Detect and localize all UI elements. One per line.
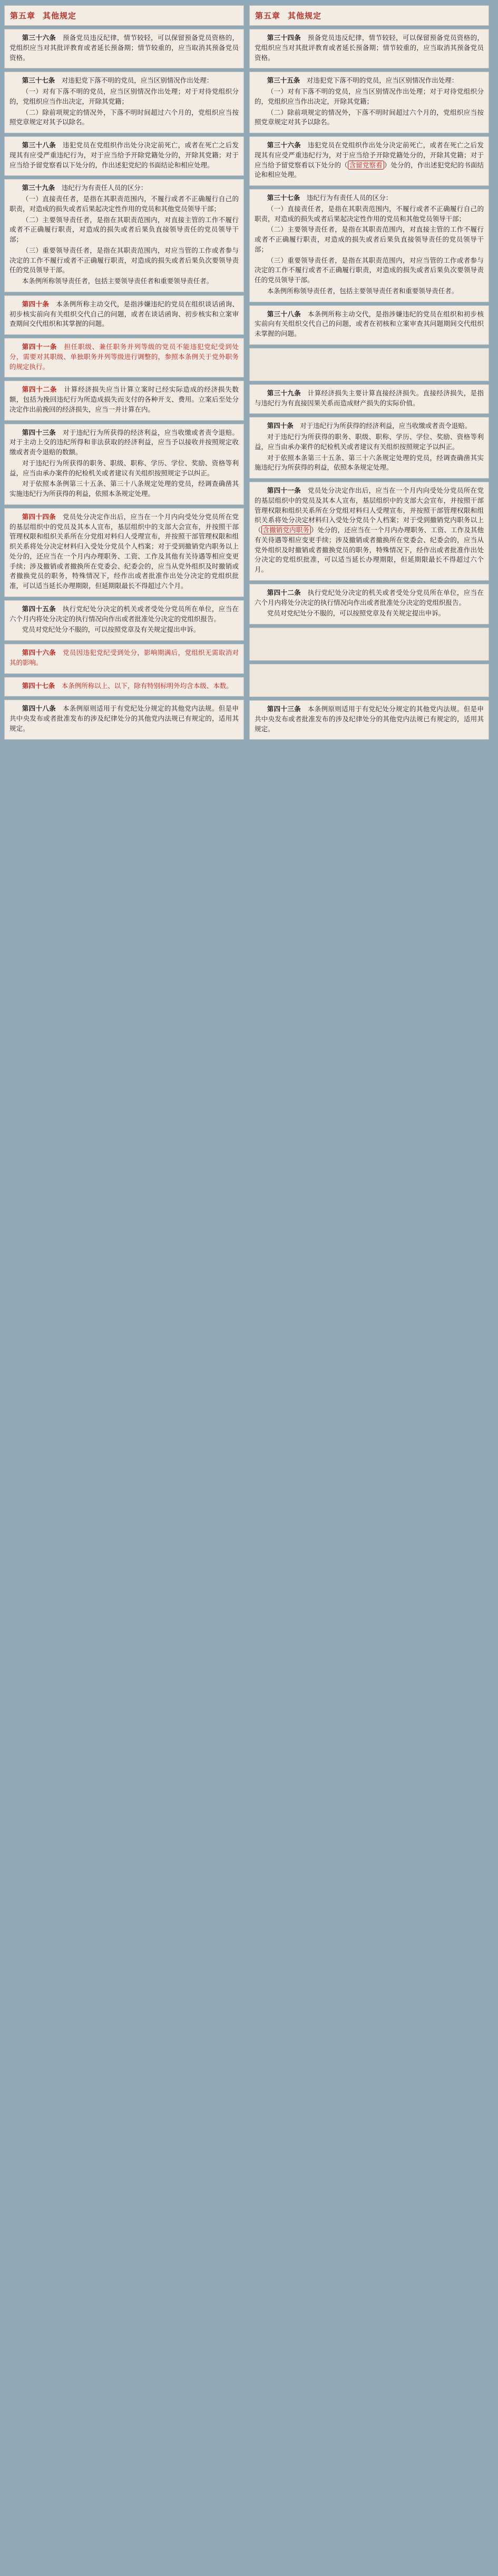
article-number: 第四十四条 xyxy=(22,512,56,521)
highlight-box: 含撤销党内职务 xyxy=(261,525,311,534)
right-article-list xyxy=(249,29,489,743)
article-number: 第三十七条 xyxy=(267,194,300,202)
article-paragraph: （二）主要领导责任者，是指在其职责范围内，对直接主管的工作不履行或者不正确履行职责，对造成的损失或者后果负直接领导责任的党员领导干部； xyxy=(255,225,484,253)
left-article-list xyxy=(4,29,244,743)
article-number: 第三十七条 xyxy=(22,76,55,85)
article-number: 第四十五条 xyxy=(22,604,56,613)
article-paragraph: （一）对有下落不明的党员，应当区别情况作出处理；对于对待党组织分的，党组织应当作出决定，开除其党籍； xyxy=(9,87,239,105)
left-chapter-number: 第五章 xyxy=(10,11,36,21)
article-paragraph: 第三十四条 预备党员违反纪律，情节较轻，可以保留预备党员资格的，党组织应当对其批评教育或者延长预备期；情节较重的，应当取消其预备党员资格。 xyxy=(255,34,484,62)
article-number: 第四十三条 xyxy=(22,428,56,436)
right-chapter-header xyxy=(249,5,489,26)
article-number: 第三十六条 xyxy=(267,141,301,149)
article-card xyxy=(4,677,244,697)
article-paragraph: （一）直接责任者，是指在其职责范围内，不履行或者不正确履行自己的职责，对造成的损失或者后果起决定性作用的党员和其他党员领导干部； xyxy=(255,204,484,223)
article-paragraph: 第四十二条 计算经济损失应当计算立案时已经实际造成的经济损失数额，包括为挽回违纪行为所造成损失而支付的各种开支、费用。立案后至处分决定作出前挽回的经济损失，应当一并计算在内。 xyxy=(9,385,239,413)
article-card xyxy=(249,417,489,479)
left-chapter-header xyxy=(4,5,244,26)
article-placeholder xyxy=(249,348,489,381)
left-column xyxy=(4,5,244,743)
article-paragraph: 对于违纪行为所获得的职务、职级、职称、学历、学位、奖励、资格等利益，应当由承办案件的纪检机关或者建议有关组织按照规定予以纠正。 xyxy=(9,459,239,477)
article-placeholder xyxy=(249,664,489,697)
article-number: 第三十八条 xyxy=(22,141,56,149)
article-card xyxy=(249,72,489,133)
article-paragraph: 第四十四条 党员处分决定作出后，应当在一个月内向受处分党员所在党的基层组织中的党员及其本人宣布，基层组织中的支部大会宣布，并按照干部管理权限和组织关系所在分党组对料归人受理宣布，并按照干部管理权限和组织关系将处分决定材料归入受处分党员个人档案；对于受到撤销党内职务以上处分的，还应当在一个月内办理职务、工资、工作及其他有关待遇等相应变更手续；涉及撤销或者撤换所在党委会、纪委会的，应当从党外组织及时撤销或者撤换党员的职务，特殊情况下，经作出或者批准作出处分决定的党组织批准，可以适当延长办理期限，但延期限最长不得超过六个月。 xyxy=(9,512,239,590)
article-card xyxy=(249,29,489,68)
right-chapter-title: 其他规定 xyxy=(288,11,322,21)
article-paragraph: 第三十九条 计算经济损失主要计算直接经济损失。直接经济损失，是指与违纪行为有直接因果关系而造成财产损失的实际价值。 xyxy=(255,389,484,407)
article-paragraph: 第四十一条 担任职级、兼任职务并列等级的党员不能违犯党纪受到处分，需要对其职级、单独职务并列等级进行调整的，参照本条例关于党外职务的规定执行。 xyxy=(9,343,239,371)
article-card xyxy=(249,700,489,740)
left-chapter-title: 其他规定 xyxy=(43,11,77,21)
article-paragraph: 第三十六条 预备党员违反纪律，情节较轻，可以保留预备党员资格的，党组织应当对其批评教育或者延长预备期；情节较重的，应当取消其预备党员资格。 xyxy=(9,34,239,62)
article-card xyxy=(249,136,489,186)
article-paragraph: （二）主要领导责任者，是指在其职责范围内，对直接主管的工作不履行或者不正确履行职责，对造成的损失或者后果负直接领导责任的党员领导干部； xyxy=(9,215,239,243)
article-card xyxy=(4,644,244,674)
two-column-comparison xyxy=(4,5,494,743)
article-number: 第三十八条 xyxy=(267,310,301,318)
article-card xyxy=(249,584,489,624)
article-number: 第三十九条 xyxy=(22,184,55,192)
article-paragraph: （二）除前项规定的情况外，下落不明时间超过六个月的，党组织应当按照党章规定对其予以除名。 xyxy=(9,108,239,126)
article-paragraph: 第三十七条 对违犯党下落不明的党员，应当区别情况作出处理： xyxy=(22,76,213,85)
article-paragraph: 第三十八条 违犯党员在党组织作出处分决定前死亡，或者在死亡之后发现其有应受严重违纪行为，对于应当给予开除党籍处分的，开除其党籍；对于应当给予留党察看以下处分的，作出述犯党纪的书面结论和相应处理。 xyxy=(9,141,239,169)
article-paragraph: （一）直接责任者，是指在其职责范围内，不履行或者不正确履行自己的职责，对造成的损失或者后果起决定性作用的党员和其他党员领导干部； xyxy=(9,195,239,213)
article-paragraph: 第四十二条 执行党纪处分决定的机关或者受处分党员所在单位，应当在六个月内将处分决定的执行情况向作出或者批准处分决定的党组织报告。 xyxy=(255,588,484,606)
article-paragraph: 第四十条 本条例所称主动交代，是指涉嫌违纪的党员在组织谈话函询、初步核实前向有关组织交代自己的问题，或者在谈话函询、初步核实和立案审查期间交代组织和其掌握的问题。 xyxy=(9,300,239,328)
article-card xyxy=(4,700,244,739)
article-card xyxy=(4,600,244,641)
article-card xyxy=(4,136,244,176)
article-paragraph: 对于违纪行为所获得的职务、职级、职称、学历、学位、奖励、资格等利益，应当由承办案件的纪检机关或者建议有关组织按照规定予以纠正。 xyxy=(255,433,484,451)
article-paragraph: 第四十三条 对于违纪行为所获得的经济利益，应当收缴或者责令退赔。对于主动上交的违纪所得和非法获取的经济利益，应当予以接收并按照规定收缴或者责令退赔的数额。 xyxy=(9,428,239,456)
article-card xyxy=(249,482,489,581)
article-paragraph: （一）对有下落不明的党员，应当区别情况作出处理；对于对待党组织分的，党组织应当作出决定，开除其党籍； xyxy=(255,87,484,105)
article-paragraph: 对于依照本条例第三十五条、第三十八条规定处理的党员，经调查确凿其实施违纪行为所获得的利益，依照本条规定处理。 xyxy=(9,480,239,498)
article-card xyxy=(4,72,244,133)
article-number: 第三十九条 xyxy=(267,389,301,397)
article-paragraph: 第四十六条 党员因违犯党纪受到处分，影响期满后，党组织无需取消对其的影响。 xyxy=(9,649,239,667)
article-paragraph: 第四十五条 执行党纪处分决定的机关或者受处分党员所在单位，应当在六个月内将处分决定的执行情况向作出或者批准处分决定的党组织报告。 xyxy=(9,604,239,623)
article-paragraph: （三）重要领导责任者，是指在其职责范围内，对应当管的工作或者参与决定的工作不履行或者不正确履行职责，对造成的损失或者后果负次要领导责任的党员领导干部。 xyxy=(9,246,239,274)
document-page xyxy=(0,0,498,750)
right-column xyxy=(249,5,489,743)
article-paragraph: 第三十八条 本条例所称主动交代，是指涉嫌违纪的党员在组织和初步核实前向有关组织交代自己的问题，或者在初核和立案审查其问题期间交代组织未掌握的问题。 xyxy=(255,310,484,337)
article-card xyxy=(4,29,244,68)
article-paragraph: 第三十五条 对违犯党下落不明的党员，应当区别情况作出处理： xyxy=(267,76,458,85)
article-paragraph: 本条例所称领导责任者，包括主要领导责任者和重要领导责任者。 xyxy=(267,286,458,295)
article-paragraph: 第三十九条 违纪行为有责任人员的区分： xyxy=(22,184,148,192)
article-number: 第四十一条 xyxy=(22,343,57,351)
article-number: 第四十六条 xyxy=(22,649,56,657)
article-paragraph: 第四十三条 本条例原则适用于有党纪处分规定的其他党内法规。但是申共中央发布或者批准发布的涉及纪律处分的其他党内法规已有规定的，适用其规定。 xyxy=(255,705,484,733)
article-card xyxy=(4,179,244,292)
article-placeholder xyxy=(249,628,489,661)
article-paragraph: （二）除前项规定的情况外，下落不明时间超过六个月的，党组织应当按照党章规定对其予以除名。 xyxy=(255,108,484,126)
article-paragraph: 对于依照本条第三十五条、第三十六条规定处理的党员，经调查确凿其实施违纪行为所获得的利益，依照本条规定处理。 xyxy=(255,453,484,472)
article-paragraph: 第四十七条 本条例所称以上、以下，除有特别标明外均含本级、本数。 xyxy=(22,681,233,690)
article-paragraph: 第三十七条 违纪行为有责任人员的区分： xyxy=(267,194,393,202)
article-number: 第四十一条 xyxy=(267,486,301,494)
article-paragraph: 本条例所称领导责任者，包括主要领导责任者和重要领导责任者。 xyxy=(22,277,213,285)
article-number: 第三十四条 xyxy=(267,34,301,42)
article-paragraph: 党员对党纪处分不服的，可以按照党章及有关规定提出申诉。 xyxy=(267,609,445,618)
article-number: 第四十条 xyxy=(22,300,50,308)
article-number: 第四十二条 xyxy=(267,588,301,596)
article-number: 第四十条 xyxy=(267,422,294,430)
highlight-box: 含留党察看 xyxy=(348,161,384,170)
article-number: 第三十六条 xyxy=(22,34,56,42)
article-card xyxy=(4,338,244,377)
right-chapter-number: 第五章 xyxy=(255,11,281,21)
article-number: 第三十五条 xyxy=(267,76,300,85)
article-number: 第四十八条 xyxy=(22,704,56,713)
article-number: 第四十三条 xyxy=(267,705,301,713)
article-card xyxy=(4,424,244,505)
article-card xyxy=(249,189,489,302)
article-card xyxy=(4,508,244,597)
article-paragraph: 第四十一条 党员处分决定作出后，应当在一个月内向受处分党员所在党的基层组织中的党员及其本人宣布，基层组织中的支部大会宣布，并按照干部管理权限和组织关系所在分党组对料归人受理宣布，并按照干部管理权限和组织关系将处分决定材料归入受处分党员个人档案；对于受到撤销党内职务以上（ 含撤销党内职务 ）处分的，还应当在一个月内办理职务、工资、工作及其他有关待遇等相应变更手续；涉及撤销或者撤换所在党委会、纪委会的，应当从党外组织及时撤销或者撤换党员的职务，特殊情况下，经作出或者批准作出处分决定的党组织批准，可以适当延长办理期限，但延期限最长不得超过六个月。 xyxy=(255,486,484,573)
article-number: 第四十七条 xyxy=(22,681,55,690)
article-card xyxy=(249,384,489,414)
article-paragraph: 第四十八条 本条例原则适用于有党纪处分规定的其他党内法规。但是申共中央发布或者批准发布的涉及纪律处分的其他党内法规已有规定的，适用其规定。 xyxy=(9,704,239,732)
article-paragraph: 第三十六条 违犯党员在党组织作出处分决定前死亡，或者在死亡之后发现其有应受严重违纪行为，对于应当给予开除党籍处分的，开除其党籍；对于应当给予留党察看以下处分的（ 含留党察看 ）处分的，作出述犯党纪的书面结论和相应处理。 xyxy=(255,141,484,179)
article-paragraph: 第四十条 对于违纪行为所获得的经济利益，应当收缴或者责令退赔。 xyxy=(267,422,472,430)
article-card xyxy=(4,295,244,335)
article-card xyxy=(4,381,244,420)
article-number: 第四十二条 xyxy=(22,385,57,394)
article-card xyxy=(249,305,489,345)
article-paragraph: （三）重要领导责任者，是指在其职责范围内，对应当管的工作或者参与决定的工作不履行或者不正确履行职责，对造成的损失或者后果负次要领导责任的党员领导干部。 xyxy=(255,256,484,284)
article-paragraph: 党员对党纪处分不服的，可以按照党章及有关规定提出申诉。 xyxy=(22,625,200,634)
